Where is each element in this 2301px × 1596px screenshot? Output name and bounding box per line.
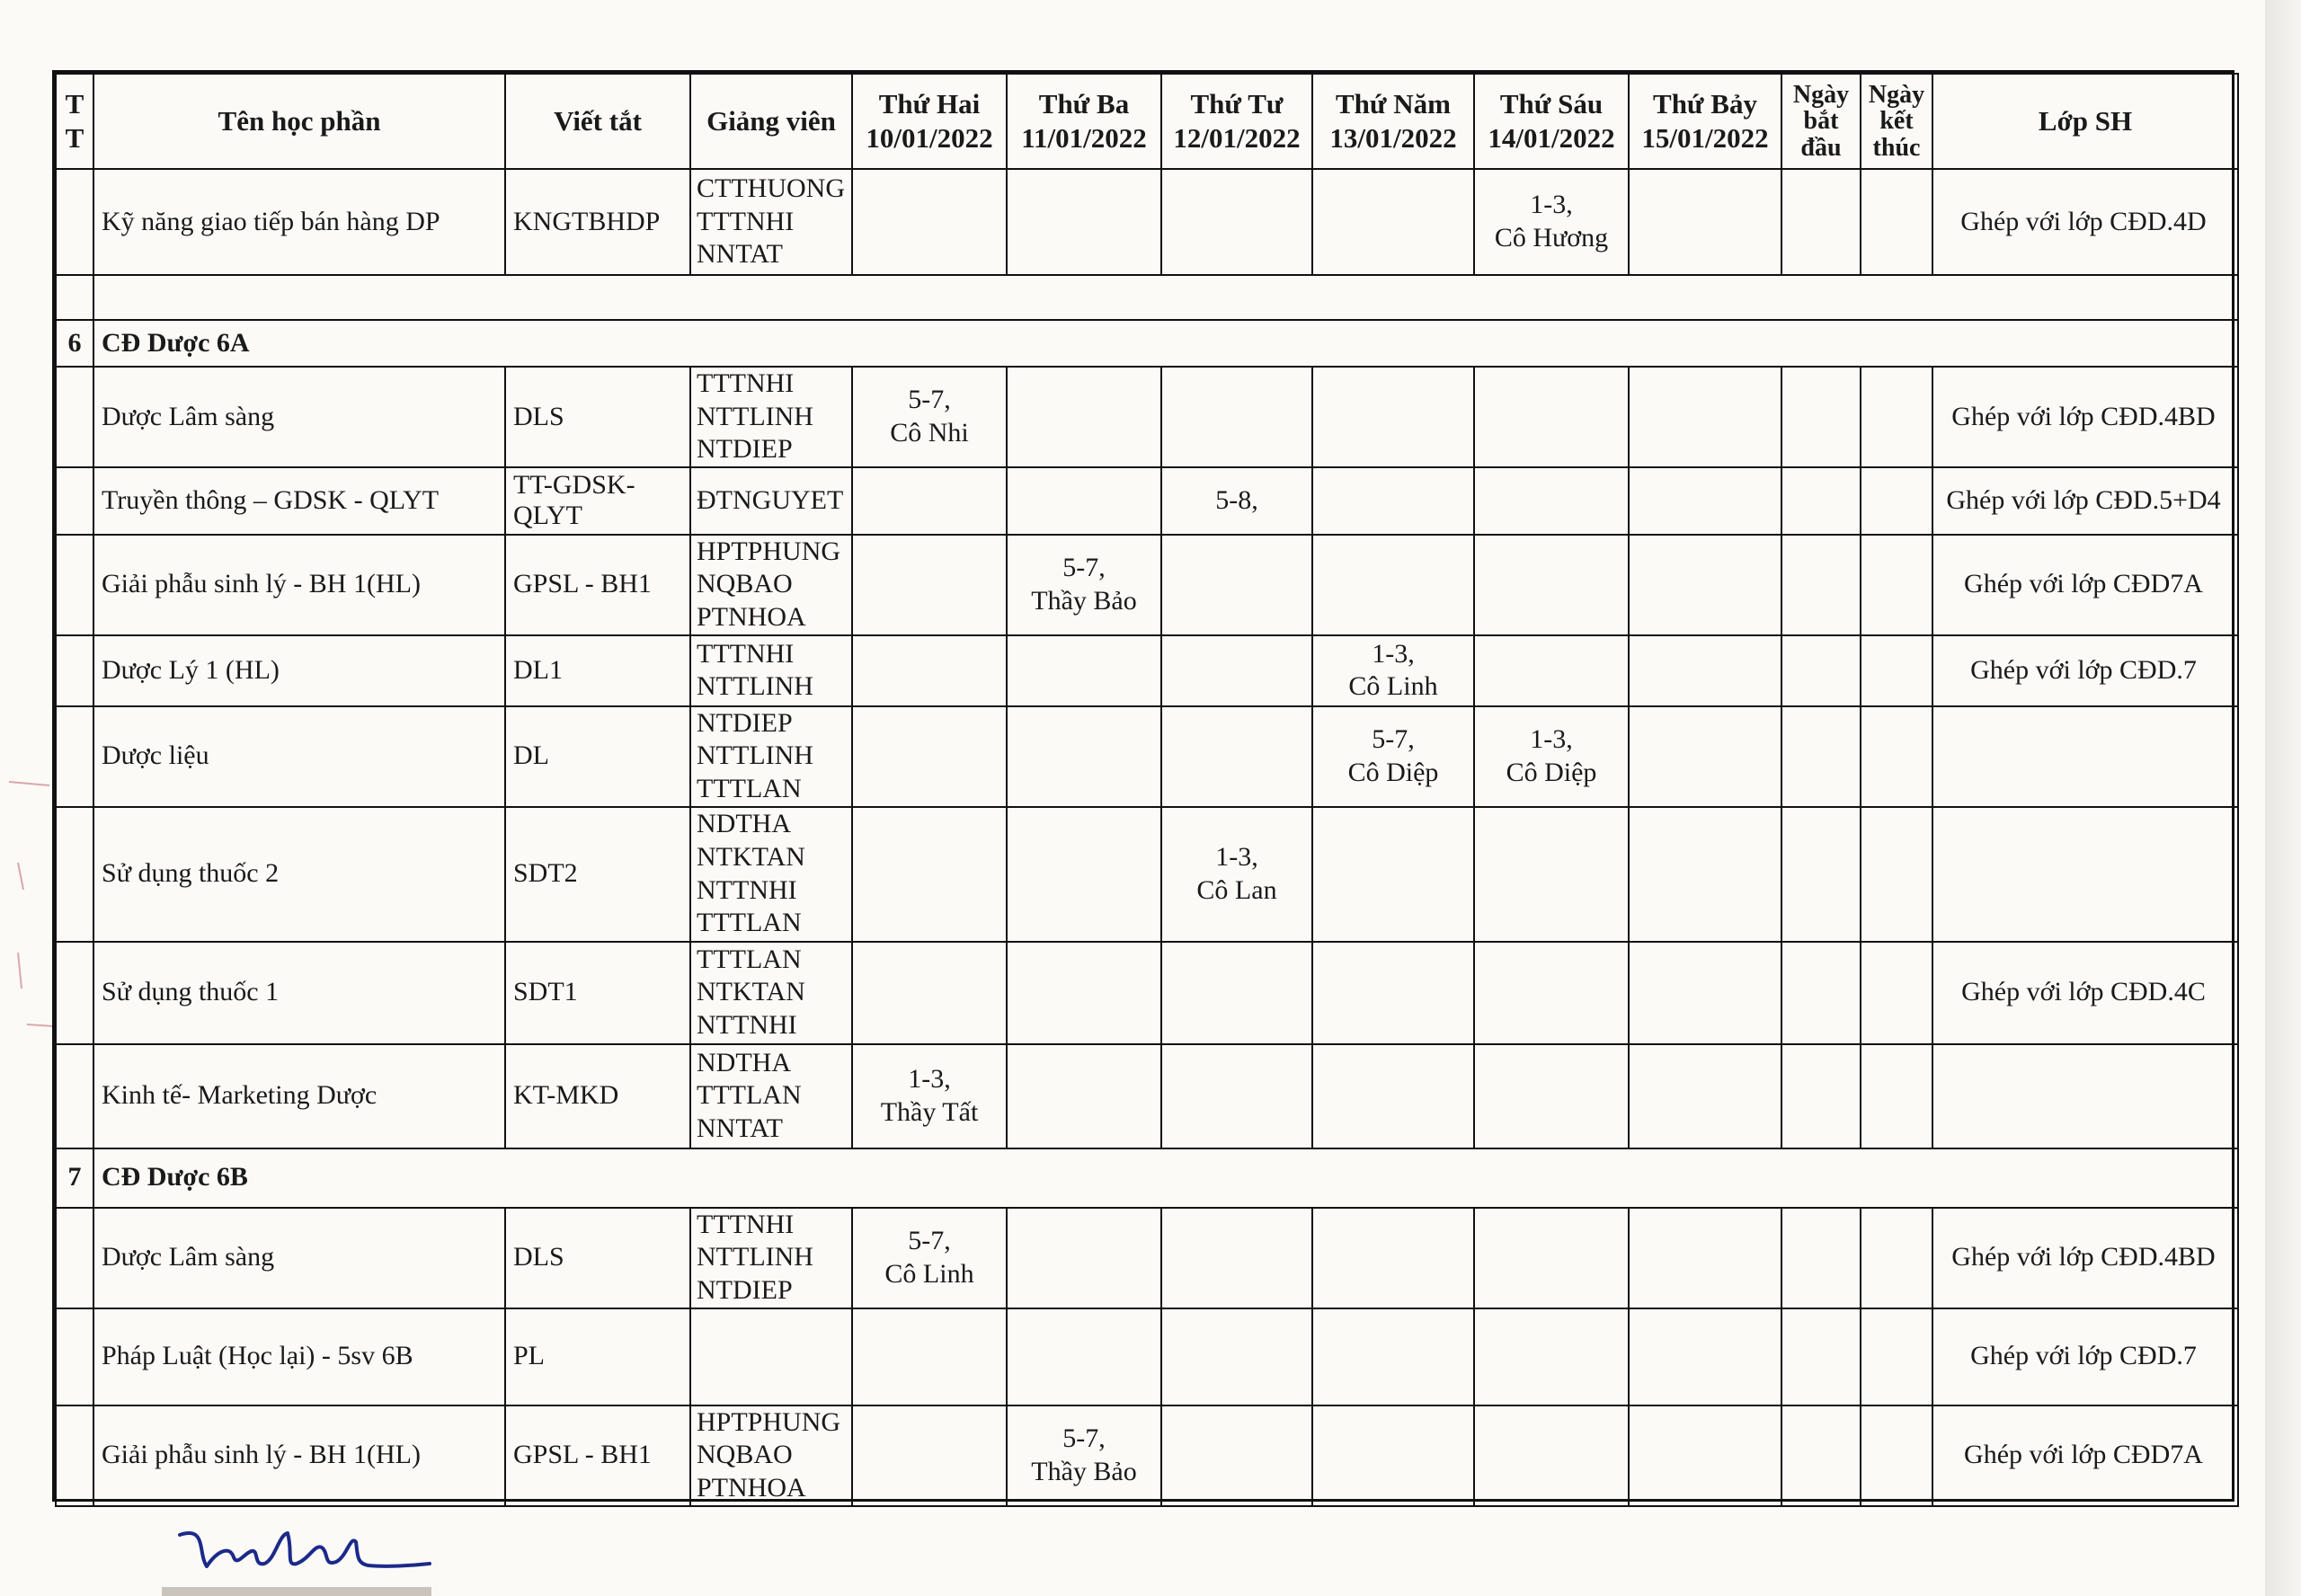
- course-abbr: KNGTBHDP: [505, 169, 690, 275]
- header-day-fri: [1474, 74, 1629, 169]
- section-number: 7: [56, 1148, 93, 1208]
- header-giang-vien: Giảng viên: [690, 74, 852, 169]
- course-abbr: DLS: [505, 367, 690, 467]
- course-abbr: GPSL - BH1: [505, 535, 690, 635]
- lecturers: [690, 1308, 852, 1405]
- table-row: [56, 1044, 2238, 1148]
- lop-sh: Ghép với lớp CĐD7A: [1932, 1405, 2238, 1506]
- cell-tue: 5-7, Thầy Bảo: [1007, 535, 1161, 635]
- course-abbr: DL1: [505, 635, 690, 706]
- table-row: [56, 467, 2238, 535]
- lop-sh: Ghép với lớp CĐD7A: [1932, 535, 2238, 635]
- day-name: Thứ Bảy: [1653, 88, 1757, 120]
- course-abbr: TT-GDSK- QLYT: [505, 467, 690, 535]
- course-abbr: KT-MKD: [505, 1044, 690, 1148]
- course-name: Sử dụng thuốc 2: [93, 807, 505, 942]
- cell-thu: 5-7, Cô Diệp: [1312, 706, 1474, 807]
- course-name: Truyền thông – GDSK - QLYT: [93, 467, 505, 535]
- cell-mon: 5-7, Cô Nhi: [852, 367, 1007, 467]
- course-name: Giải phẫu sinh lý - BH 1(HL): [93, 1405, 505, 1506]
- course-abbr: GPSL - BH1: [505, 1405, 690, 1506]
- cell-thu: [1312, 169, 1474, 275]
- cell-start: [1781, 169, 1861, 275]
- section-number: 6: [56, 320, 93, 367]
- course-name: Dược Lâm sàng: [93, 367, 505, 467]
- lecturers: TTTLAN NTKTAN NTTNHI: [690, 942, 852, 1044]
- course-name: Dược liệu: [93, 706, 505, 807]
- lop-sh: Ghép với lớp CĐD.4BD: [1932, 367, 2238, 467]
- cell-tue: 5-7, Thầy Bảo: [1007, 1405, 1161, 1506]
- lecturers: HPTPHUNG NQBAO PTNHOA: [690, 1405, 852, 1506]
- table-row: [56, 942, 2238, 1044]
- course-abbr: DLS: [505, 1208, 690, 1308]
- lop-sh: [1932, 807, 2238, 942]
- cell-mon: [852, 169, 1007, 275]
- section-title: CĐ Dược 6A: [93, 320, 2238, 367]
- signature-mark: [144, 1517, 431, 1589]
- cell-sat: [1629, 169, 1781, 275]
- cell-fri: 1-3, Cô Hương: [1474, 169, 1629, 275]
- day-date: 13/01/2022: [1329, 122, 1457, 154]
- lop-sh: [1932, 706, 2238, 807]
- lop-sh: [1932, 1044, 2238, 1148]
- course-name: Pháp Luật (Học lại) - 5sv 6B: [93, 1308, 505, 1405]
- header-day-sat: [1629, 74, 1781, 169]
- header-day-thu: [1312, 74, 1474, 169]
- lecturers: NTDIEP NTTLINH TTTLAN: [690, 706, 852, 807]
- cell-wed: 1-3, Cô Lan: [1161, 807, 1312, 942]
- course-abbr: PL: [505, 1308, 690, 1405]
- header-ngay-ket-thuc: Ngày kết thúc: [1861, 74, 1932, 169]
- header-ngay-bat-dau: Ngày bắt đầu: [1781, 74, 1861, 169]
- table-row: [56, 807, 2238, 942]
- course-name: Dược Lâm sàng: [93, 1208, 505, 1308]
- header-viet-tat: Viết tắt: [505, 74, 690, 169]
- header-day-tue: [1007, 74, 1161, 169]
- day-name: Thứ Ba: [1038, 88, 1130, 120]
- page-edge-shadow: [2265, 0, 2301, 1596]
- lop-sh: Ghép với lớp CĐD.5+D4: [1932, 467, 2238, 535]
- course-name: Giải phẫu sinh lý - BH 1(HL): [93, 535, 505, 635]
- header-row: [56, 74, 2238, 169]
- course-name: Dược Lý 1 (HL): [93, 635, 505, 706]
- day-name: Thứ Sáu: [1499, 88, 1604, 120]
- course-name: Kỹ năng giao tiếp bán hàng DP: [93, 169, 505, 275]
- lop-sh: Ghép với lớp CĐD.7: [1932, 635, 2238, 706]
- table-row: [56, 706, 2238, 807]
- course-name: Sử dụng thuốc 1: [93, 942, 505, 1044]
- day-name: Thứ Năm: [1336, 88, 1451, 120]
- cell-tue: [1007, 169, 1161, 275]
- header-lop-sh: Lớp SH: [1932, 74, 2238, 169]
- cell-thu: 1-3, Cô Linh: [1312, 635, 1474, 706]
- day-date: 10/01/2022: [866, 122, 993, 154]
- lecturers: CTTHUONG TTTNHI NNTAT: [690, 169, 852, 275]
- lecturers: NDTHA NTKTAN NTTNHI TTTLAN: [690, 807, 852, 942]
- lop-sh: Ghép với lớp CĐD.4BD: [1932, 1208, 2238, 1308]
- day-date: 12/01/2022: [1173, 122, 1301, 154]
- table-row: [56, 169, 2238, 275]
- table-row: [56, 1208, 2238, 1308]
- day-name: Thứ Tư: [1190, 88, 1284, 120]
- schedule-table: [52, 70, 2234, 1502]
- cell-mon: 5-7, Cô Linh: [852, 1208, 1007, 1308]
- lecturers: NDTHA TTTLAN NNTAT: [690, 1044, 852, 1148]
- lecturers: TTTNHI NTTLINH NTDIEP: [690, 1208, 852, 1308]
- cell-wed: [1161, 169, 1312, 275]
- lecturers: TTTNHI NTTLINH NTDIEP: [690, 367, 852, 467]
- table-row: [56, 367, 2238, 467]
- day-date: 14/01/2022: [1488, 122, 1615, 154]
- course-name: Kinh tế- Marketing Dược: [93, 1044, 505, 1148]
- header-day-mon: [852, 74, 1007, 169]
- lop-sh: Ghép với lớp CĐD.7: [1932, 1308, 2238, 1405]
- cell-end: [1861, 169, 1932, 275]
- course-abbr: SDT2: [505, 807, 690, 942]
- cell-mon: 1-3, Thầy Tất: [852, 1044, 1007, 1148]
- lop-sh: Ghép với lớp CĐD.4D: [1932, 169, 2238, 275]
- day-date: 11/01/2022: [1021, 122, 1147, 154]
- lecturers: ĐTNGUYET: [690, 467, 852, 535]
- day-date: 15/01/2022: [1641, 122, 1769, 154]
- tt-cell: [56, 169, 93, 275]
- course-abbr: DL: [505, 706, 690, 807]
- course-abbr: SDT1: [505, 942, 690, 1044]
- table-row: [56, 535, 2238, 635]
- day-name: Thứ Hai: [878, 88, 981, 120]
- lop-sh: Ghép với lớp CĐD.4C: [1932, 942, 2238, 1044]
- cell-fri: 1-3, Cô Diệp: [1474, 706, 1629, 807]
- header-ten-hoc-phan: Tên học phần: [93, 74, 505, 169]
- lecturers: TTTNHI NTTLINH: [690, 635, 852, 706]
- header-tt: T T: [56, 74, 93, 169]
- lecturers: HPTPHUNG NQBAO PTNHOA: [690, 535, 852, 635]
- cell-wed: 5-8,: [1161, 467, 1312, 535]
- table-row: [56, 635, 2238, 706]
- header-day-wed: [1161, 74, 1312, 169]
- table-row: [56, 1405, 2238, 1506]
- table-row: [56, 1308, 2238, 1405]
- paper-edge: [162, 1587, 431, 1596]
- spacer-row: [56, 275, 2238, 320]
- section-row: [56, 320, 2238, 367]
- section-row: [56, 1148, 2238, 1208]
- section-title: CĐ Dược 6B: [93, 1148, 2238, 1208]
